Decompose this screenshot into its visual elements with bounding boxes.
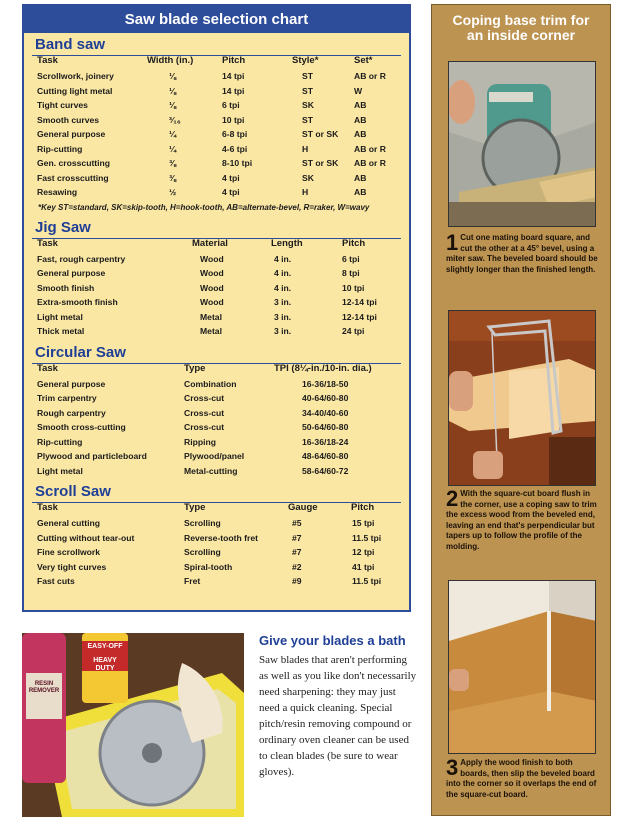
table-cell: 24 tpi [342, 326, 365, 336]
table-cell: 10 tpi [342, 282, 365, 293]
step-number: 2 [446, 486, 459, 511]
header-cell: Gauge [288, 502, 318, 513]
table-cell: Plywood and particleboard [37, 451, 147, 461]
header-cell: Pitch [351, 502, 375, 513]
jig-saw-row [24, 281, 409, 296]
table-cell: 16-36/18-50 [302, 378, 349, 389]
scroll-saw-header [24, 501, 409, 516]
table-cell: Scrolling [184, 547, 221, 557]
table-cell: Smooth finish [37, 282, 95, 293]
table-cell: 3 in. [274, 326, 292, 336]
table-cell: 6 tpi [222, 100, 240, 110]
jig-saw-row [24, 252, 409, 267]
sidebar-title [432, 13, 610, 43]
step-number: 1 [446, 230, 459, 255]
band-saw-row [24, 84, 409, 99]
table-cell: AB [354, 129, 367, 139]
table-cell: Resawing [37, 187, 78, 197]
table-cell: ST or SK [302, 129, 339, 139]
table-cell: Rip-cutting [37, 143, 83, 154]
table-cell: ⅛ [169, 85, 177, 96]
table-cell: Metal [200, 326, 222, 336]
table-cell: Rip-cutting [37, 436, 83, 447]
band-saw-row [24, 127, 409, 142]
table-cell: 4-6 tpi [222, 143, 248, 154]
table-cell: 6 tpi [342, 253, 360, 264]
table-cell: SK [302, 100, 314, 110]
circular-saw-section [24, 343, 409, 479]
header-cell: Pitch [222, 55, 246, 66]
header-cell: Type [184, 362, 206, 374]
corner-trim-illustration [449, 581, 596, 754]
table-cell: ½ [169, 187, 177, 197]
band-saw-section [24, 35, 409, 214]
bath-body: Saw blades that aren't performing as well as you like don't necessarily need sharpening: they may just need a quick cleaning. Special pitch/resin removing compound or ordinary oven cleaner can be used to clean blades (be sure to wear gloves). [259, 654, 417, 778]
table-cell: 58-64/60-72 [302, 465, 349, 476]
table-cell: AB [354, 187, 367, 197]
table-cell: 14 tpi [222, 71, 245, 81]
sidebar-title-line: an inside corner [466, 27, 576, 43]
table-cell: AB [354, 172, 367, 183]
table-cell: Wood [200, 268, 224, 278]
table-cell: Cutting without tear-out [37, 532, 135, 543]
scroll-saw-row [24, 531, 409, 546]
saw-blade-chart [22, 4, 411, 612]
table-cell: #2 [292, 561, 302, 572]
scroll-saw-title: Scroll Saw [35, 483, 111, 500]
can-label: HEAVY DUTY [93, 657, 117, 672]
table-cell: Scrolling [184, 518, 221, 528]
header-cell: Material [192, 237, 228, 249]
table-cell: Cross-cut [184, 393, 225, 403]
table-cell: #7 [292, 532, 302, 543]
blade-bath-photo [22, 633, 244, 817]
table-cell: Cross-cut [184, 407, 225, 418]
table-cell: 34-40/40-60 [302, 407, 349, 418]
table-cell: Fast crosscutting [37, 172, 109, 183]
table-cell: 4 in. [274, 282, 292, 293]
table-cell: 12-14 tpi [342, 311, 377, 322]
table-cell: ST [302, 114, 313, 125]
table-cell: AB [354, 114, 367, 125]
step-text: Apply the wood finish to both boards, then slip the beveled board into the corner so it overlaps the end of the square-cut board. [446, 758, 597, 799]
table-cell: AB or R [354, 158, 386, 168]
band-saw-row [24, 185, 409, 200]
step-2 [446, 486, 600, 553]
coping-saw-photo [448, 310, 596, 486]
jig-saw-row [24, 310, 409, 325]
circular-saw-row [24, 420, 409, 435]
table-cell: W [354, 85, 363, 96]
step-1 [446, 230, 600, 275]
scroll-saw-row [24, 560, 409, 575]
scroll-saw-row [24, 516, 409, 531]
table-cell: 48-64/60-80 [302, 451, 349, 461]
table-cell: Cross-cut [184, 422, 225, 432]
table-cell: 40-64/60-80 [302, 393, 349, 403]
table-cell: Fret [184, 576, 201, 586]
jig-saw-row [24, 266, 409, 281]
header-cell: Width (in.) [147, 55, 194, 66]
table-cell: General cutting [37, 518, 101, 528]
table-cell: Plywood/panel [184, 451, 245, 461]
circular-saw-row [24, 435, 409, 450]
band-saw-row [24, 171, 409, 186]
step-text: With the square-cut board flush in the corner, use a coping saw to trim the excess wood from the beveled end, leaving an end that's perpendicular but tapers up to follow the profile of the molding. [446, 489, 597, 551]
miter-saw-photo [448, 61, 596, 227]
jig-saw-row [24, 295, 409, 310]
table-cell: ⅜ [169, 158, 177, 168]
table-cell: Extra-smooth finish [37, 297, 118, 307]
table-cell: Rough carpentry [37, 407, 106, 418]
table-cell: 6-8 tpi [222, 129, 248, 139]
table-cell: Wood [200, 253, 224, 264]
table-cell: ST [302, 85, 313, 96]
scroll-saw-section [24, 482, 409, 589]
table-cell: H [302, 143, 309, 154]
band-saw-header [24, 54, 409, 69]
table-cell: 15 tpi [352, 518, 375, 528]
table-cell: 10 tpi [222, 114, 245, 125]
table-cell: Wood [200, 297, 224, 307]
blade-bath-illustration [22, 633, 244, 817]
table-cell: ¼ [169, 129, 177, 139]
table-cell: 14 tpi [222, 85, 245, 96]
table-cell: Ripping [184, 436, 216, 447]
table-cell: Very tight curves [37, 561, 107, 572]
table-cell: 8-10 tpi [222, 158, 253, 168]
coping-sidebar [431, 4, 611, 816]
circular-saw-row [24, 391, 409, 406]
header-cell: Style* [292, 55, 319, 66]
header-cell: Pitch [342, 237, 366, 249]
circular-saw-row [24, 406, 409, 421]
table-cell: ⅛ [169, 71, 177, 81]
header-cell: Task [37, 502, 58, 513]
table-cell: Wood [200, 282, 224, 293]
table-cell: AB or R [354, 143, 386, 154]
table-cell: 12 tpi [352, 547, 375, 557]
header-cell: Task [37, 362, 58, 374]
table-cell: #7 [292, 547, 302, 557]
coping-saw-illustration [449, 311, 596, 486]
band-saw-row [24, 156, 409, 171]
table-cell: 4 tpi [222, 172, 240, 183]
table-cell: Thick metal [37, 326, 85, 336]
header-cell: Length [271, 237, 303, 249]
table-cell: 16-36/18-24 [302, 436, 349, 447]
jig-saw-title: Jig Saw [35, 218, 91, 236]
can-label: EASY-OFF [87, 643, 123, 650]
table-cell: 4 in. [274, 268, 292, 278]
jig-saw-section [24, 218, 409, 339]
table-cell: SK [302, 172, 314, 183]
table-cell: Metal [200, 311, 222, 322]
table-cell: 11.5 tpi [352, 576, 382, 586]
table-cell: ⅜ [169, 172, 177, 183]
band-saw-row [24, 142, 409, 157]
header-cell: Task [37, 237, 58, 249]
miter-saw-illustration [449, 62, 596, 227]
table-cell: Trim carpentry [37, 393, 97, 403]
table-cell: 3 in. [274, 311, 292, 322]
table-cell: ST [302, 71, 313, 81]
header-cell: TPI (8¼-in./10-in. dia.) [274, 362, 372, 374]
table-cell: Fine scrollwork [37, 547, 101, 557]
table-cell: 8 tpi [342, 268, 360, 278]
band-saw-row [24, 113, 409, 128]
table-cell: Light metal [37, 311, 83, 322]
band-saw-title: Band saw [35, 36, 106, 53]
table-cell: 11.5 tpi [352, 532, 382, 543]
table-cell: Spiral-tooth [184, 561, 233, 572]
table-cell: ³⁄₁₆ [169, 114, 181, 125]
header-cell: Set* [354, 55, 373, 66]
table-cell: Fast cuts [37, 576, 75, 586]
table-cell: General purpose [37, 378, 106, 389]
scroll-saw-row [24, 574, 409, 589]
table-cell: ¼ [169, 143, 177, 154]
table-cell: 3 in. [274, 297, 292, 307]
table-cell: Combination [184, 378, 237, 389]
table-cell: Cutting light metal [37, 85, 113, 96]
table-cell: Metal-cutting [184, 465, 238, 476]
table-cell: Gen. crosscutting [37, 158, 111, 168]
jig-saw-row [24, 324, 409, 339]
table-cell: ST or SK [302, 158, 339, 168]
circular-saw-title: Circular Saw [35, 343, 126, 361]
circular-saw-row [24, 377, 409, 392]
band-saw-key: *Key ST=standard, SK=skip-tooth, H=hook-tooth, AB=alternate-bevel, R=raker, W=wavy [38, 202, 370, 212]
circular-saw-header [24, 362, 409, 377]
table-cell: AB or R [354, 71, 386, 81]
table-cell: 50-64/60-80 [302, 422, 349, 432]
table-cell: Fast, rough carpentry [37, 253, 126, 264]
table-cell: AB [354, 100, 367, 110]
table-cell: 12-14 tpi [342, 297, 377, 307]
sidebar-title-line: Coping base trim for [452, 12, 590, 28]
table-cell: H [302, 187, 309, 197]
table-cell: General purpose [37, 129, 106, 139]
table-cell: Light metal [37, 465, 83, 476]
table-cell: #5 [292, 518, 302, 528]
bath-title: Give your blades a bath [259, 633, 406, 648]
table-cell: Tight curves [37, 100, 88, 110]
header-cell: Task [37, 55, 58, 66]
table-cell: General purpose [37, 268, 106, 278]
jig-saw-header [24, 237, 409, 252]
header-cell: Type [184, 502, 206, 513]
circular-saw-row [24, 464, 409, 479]
band-saw-row [24, 98, 409, 113]
table-cell: 4 tpi [222, 187, 240, 197]
table-cell: 4 in. [274, 253, 292, 264]
table-cell: Smooth curves [37, 114, 100, 125]
band-saw-row [24, 69, 409, 84]
step-text: Cut one mating board square, and cut the other at a 45° bevel, using a miter saw. The beveled board should be slightly longer than the finished length. [446, 233, 598, 274]
scroll-saw-row [24, 545, 409, 560]
step-3 [446, 755, 600, 800]
corner-trim-photo [448, 580, 596, 754]
table-cell: Reverse-tooth fret [184, 532, 259, 543]
table-cell: #9 [292, 576, 302, 586]
step-number: 3 [446, 755, 459, 780]
bottle-label: RESIN REMOVER [28, 681, 60, 694]
table-cell: 41 tpi [352, 561, 375, 572]
table-cell: ⅛ [169, 100, 177, 110]
table-cell: Scrollwork, joinery [37, 71, 114, 81]
table-cell: Smooth cross-cutting [37, 422, 126, 432]
circular-saw-row [24, 449, 409, 464]
chart-title: Saw blade selection chart [24, 6, 409, 33]
